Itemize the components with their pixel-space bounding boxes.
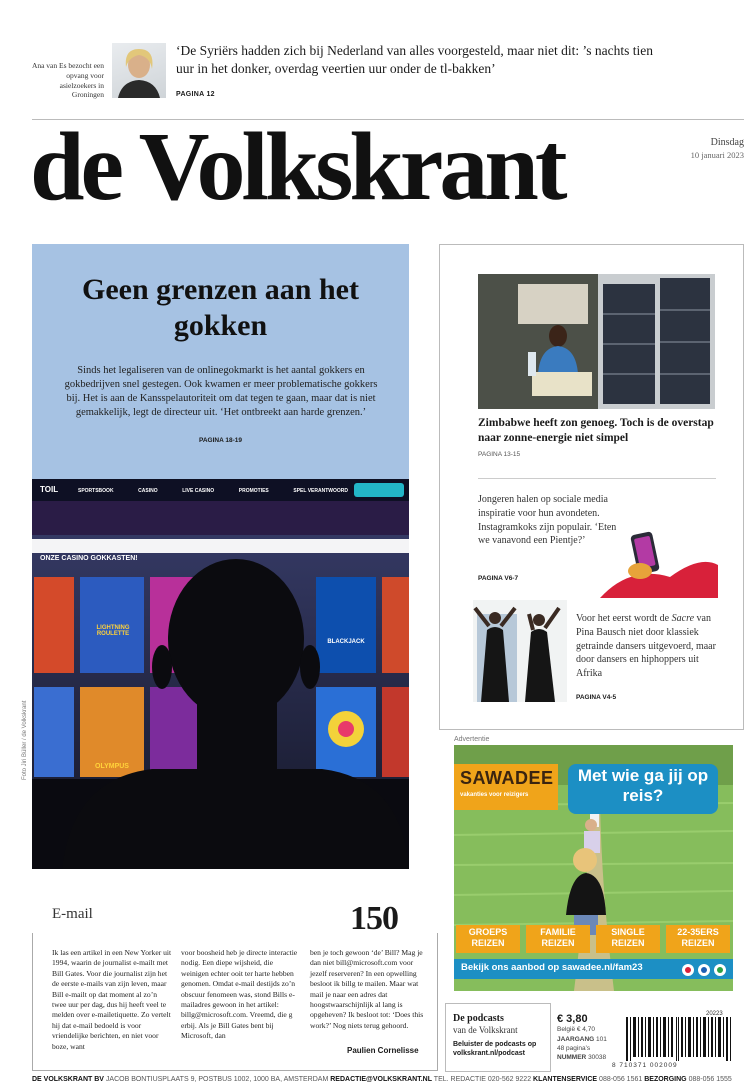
jaargang-line: JAARGANG 101 [557,1036,607,1043]
issue-day: Dinsdag [710,137,744,148]
dancers-photo[interactable] [473,600,567,702]
ad-tag-familie[interactable]: FAMILIE REIZEN [526,925,590,953]
footer-tel-label: TEL. REDACTIE [433,1076,486,1083]
tile-label: BLACKJACK [327,639,365,645]
phone-illustration[interactable] [600,525,718,598]
screen-nav-item: SPEL VERANTWOORD [293,488,348,494]
ad-tag-single[interactable]: SINGLE REIZEN [596,925,660,953]
column-author: Paulien Cornelisse [347,1046,419,1055]
footer-email[interactable]: REDACTIE@VOLKSKRANT.NL [330,1076,432,1083]
column-text-2: voor boosheid heb je directe interactie nodig. Een diepe wijsheid, die weinigen echter ooit ter harte hebben genomen. Omdat e-mail destijds zo’n obscuur fenomeen was, stond Bills e-mailadres gewoon in het artikel: billg@microsoft.com. Vreemd, die g erbij. Als je Bill Gates bent bij Microsoft, dan [181,948,298,1041]
v6-teaser-text[interactable]: Jongeren halen op sociale media inspiratie voor hun avondeten. Instagramkoks zijn populair. ‘Eten we vanavond een Pientje?’ [478,494,617,547]
column-title[interactable]: E-mail [52,906,93,922]
lead-page-ref: PAGINA 18-19 [199,437,242,444]
teaser-quote[interactable]: ‘De Syriërs hadden zich bij Nederland van alles voorgesteld, maar niet dit: ’s nachts tien uur in het donker, overdag veertien uur onder de tl-bakken’ [176,43,653,77]
ad-brand-name: SAWADEE [460,768,554,788]
ad-headline[interactable]: Met wie ga jij op reis? [577,766,709,806]
screen-nav [78,488,348,494]
issue-price: € 3,80 [557,1013,588,1025]
masthead-logo[interactable]: de Volkskrant [30,113,564,221]
lead-photo-gambling-screen[interactable] [32,479,409,869]
photo-credit: Foto Jiri Büller / de Volkskrant [22,700,28,780]
footer-tel: 020-562 9222 [487,1076,532,1083]
barcode-number: 8 710371 002009 [612,1062,678,1069]
podcast-subtitle: van de Volkskrant [453,1025,518,1035]
ad-url[interactable]: Bekijk ons aanbod op sawadee.nl/fam23 [461,962,643,973]
screen-nav-item: LIVE CASINO [182,488,215,494]
zimbabwe-headline[interactable]: Zimbabwe heeft zon genoeg. Toch is de overstap naar zonne-energie niet simpel [478,417,714,445]
column-150-logo: 150 [350,900,398,937]
barcode-addon-number: 20223 [706,1011,723,1017]
footer-bar [32,1076,747,1083]
nummer-line: NUMMER 30038 [557,1054,607,1061]
teaser-page-ref: PAGINA 12 [176,91,215,98]
podcast-link-text[interactable]: Beluister de podcasts op volkskrant.nl/podcast [453,1041,537,1058]
screen-logo: TOIL [40,485,59,494]
lead-intro: Sinds het legaliseren van de onlinegokmarkt is het aantal gokkers en gokbedrijven snel gestegen. Ook kwamen er meer problematische gokkers bij. Het is aan de Kansspelautoriteit om dat tegen te gaan, maar dat is niet gemakkelijk, legt de directeur uit. ‘Het ontbreekt aan harde grenzen.’ [64,365,378,418]
footer-address: JACOB BONTIUSPLAATS 9, POSTBUS 1002, 1000 BA, AMSTERDAM [105,1076,329,1083]
v4-teaser-text[interactable]: Voor het eerst wordt de Sacre van Pina Bausch niet door klassiek getrainde dansers uitgevoerd, maar door dansers en hiphoppers uit Afrika [576,613,716,680]
tile-label: LIGHTNING ROULETTE [96,625,130,637]
footer-bezorging: 088-056 1555 [688,1076,732,1083]
podcast-title[interactable]: De podcasts [453,1013,504,1024]
lead-headline[interactable]: Geen grenzen aan het gokken [82,273,359,342]
right-divider [478,478,716,479]
footer-bezorging-label: BEZORGING [644,1076,687,1083]
screen-nav-item: CASINO [138,488,158,494]
price-belgie: België € 4,70 [557,1026,595,1033]
issue-date: 10 januari 2023 [690,150,744,160]
footer-klant-label: KLANTENSERVICE [533,1076,598,1083]
ad-tag-groeps[interactable]: GROEPS REIZEN [456,925,520,953]
teaser-caption: Ana van Es bezocht een opvang voor asielzoekers in Groningen [31,61,104,100]
zimbabwe-page-ref: PAGINA 13-15 [478,451,521,458]
page-count: 48 pagina’s [557,1045,591,1052]
footer-company: DE VOLKSKRANT BV [32,1076,104,1083]
barcode [626,1017,732,1061]
v4-page-ref: PAGINA V4-5 [576,694,617,701]
footer-klant: 088-056 1561 [599,1076,643,1083]
column-text-3: ben je toch gewoon ‘de’ Bill? Mag je dan niet bill@microsoft.com voor jezelf reserveren? In een opwelling besloot ik billg te mailen. Maar wat mail je naar een adres dat hoogstwaarschijnlijk al lang is opgeheven? Ik besloot tot: ‘Does this work?’ Nog niets terug gehoord. [310,948,424,1030]
zimbabwe-solar-photo[interactable] [478,274,715,409]
teaser-portrait-photo[interactable] [112,43,166,98]
ad-tag-22-35ers[interactable]: 22-35ERS REIZEN [666,925,730,953]
screen-nav-item: PROMOTIES [238,488,269,494]
v6-page-ref: PAGINA V6-7 [478,575,519,582]
ad-label: Advertentie [454,736,490,743]
tile-label: OLYMPUS [95,763,129,770]
screen-nav-item: SPORTSBOOK [78,488,114,494]
column-text-1: Ik las een artikel in een New Yorker uit 1994, waarin de journalist e-mailt met Bill Gates. Voor die journalist zijn het de eerste e-mails van zijn leven, maar Bill e-mailt op dat moment al zo’n twee uur per dag, dus hij heeft veel te melden over e-mailetiquette. Zo vertelt hij dat e-mail bedoeld is voor vriendelijke berichten, en niet voor boze, want [52,948,172,1051]
screen-banner: ONZE CASINO GOKKASTEN! [40,555,138,562]
ad-brand-sub: vakanties voor reizigers [460,792,529,798]
ad-badges-icon [680,962,728,976]
